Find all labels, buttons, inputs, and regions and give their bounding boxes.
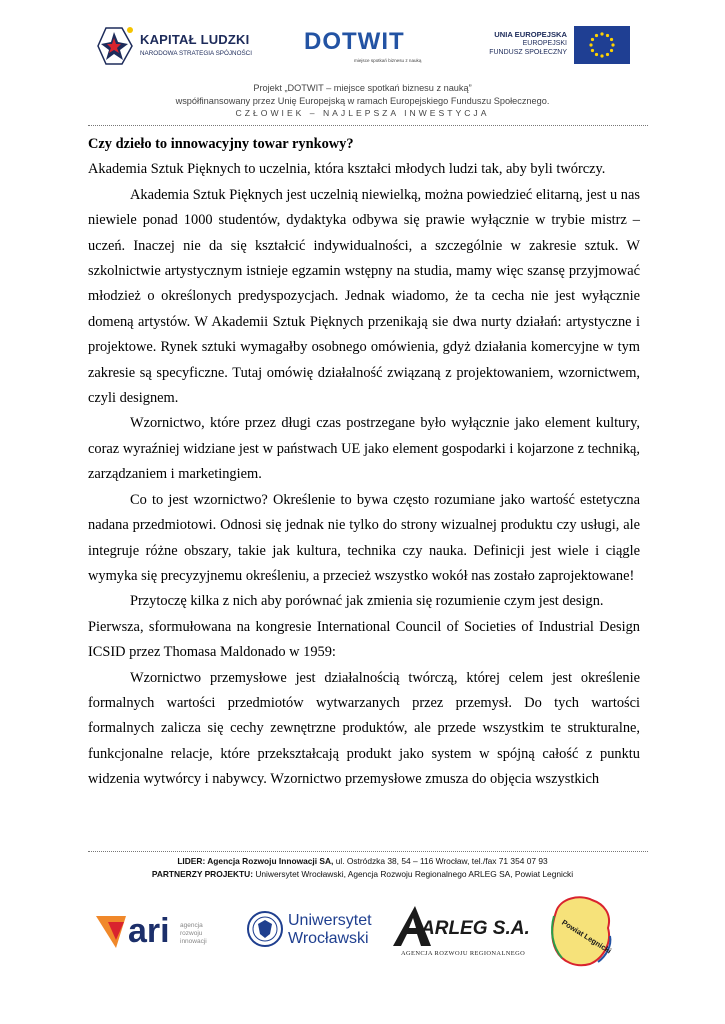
kapital-ludzki-subtitle: NARODOWA STRATEGIA SPÓJNOŚCI — [140, 50, 252, 57]
eu-star-icon — [606, 53, 609, 56]
eu-fund-line-1: EUROPEJSKI — [522, 40, 567, 47]
paragraph-7: Wzornictwo przemysłowe jest działalnością twórczą, której celem jest określenie formalnych wartości przedmiotów wytwarzanych przez przemysł. Do tych wartości formalnych zalicza się cechy zewnętrzne produktów, ale przede wszystkim te strukturalne, funkcjonalne relacje, które przekształcają produkt jako system w spójną całość z punktu widzenia wytwórcy i nabywcy. Wzornictwo przemysłowe zmusza do objęcia wszystkich — [88, 669, 640, 788]
university-seal-icon — [246, 910, 284, 948]
document-body — [88, 132, 640, 793]
eu-flag-icon — [574, 26, 630, 64]
eu-star-icon — [595, 34, 598, 37]
eu-title: UNIA EUROPEJSKA — [494, 30, 567, 39]
paragraph-1: Akademia Sztuk Pięknych to uczelnia, która kształci młodych ludzi tak, aby byli twórczy. — [88, 161, 606, 178]
arleg-logo — [393, 900, 533, 962]
footer-partners-line — [0, 868, 725, 881]
footer-leader-line — [0, 855, 725, 868]
document-heading: Czy dzieło to innowacyjny towar rynkowy? — [88, 136, 354, 152]
ari-logo — [96, 908, 226, 958]
dotwit-logo — [304, 28, 424, 72]
kapital-ludzki-logo — [96, 20, 256, 72]
paragraph-3: Wzornictwo, które przez długi czas postrzegane było wyłącznie jako element kultury, coraz wyraźniej widziane jest w państwach UE jako element gospodarki i kojarzone z techniką, zarządzaniem i marketingiem. — [88, 415, 640, 483]
eu-star-icon — [600, 32, 603, 35]
ari-wordmark: ari — [128, 912, 170, 950]
partner-logos — [0, 890, 725, 1010]
paragraph-4: Co to jest wzornictwo? Określenie to bywa często rozumiane jako wartość estetyczna nadana przedmiotowi. Odnosi się jednak nie tylko do strony wizualnej produktu czy usługi, ale integruje różne obszary, takie jak kultura, technika czy nauka. Definicji jest wiele i ciągle wymyka się precyzyjnemu określeniu, a przecież wszystko wokół nas zostało zaprojektowane! — [88, 491, 640, 584]
kapital-ludzki-star-icon — [96, 22, 138, 70]
eu-star-icon — [610, 49, 613, 52]
paragraph-5: Przytoczę kilka z nich aby porównać jak zmienia się rozumienie czym jest design. — [130, 593, 604, 610]
kapital-ludzki-title: KAPITAŁ LUDZKI — [140, 32, 250, 47]
arleg-wordmark: ARLEG S.A. — [421, 918, 530, 939]
eu-star-icon — [610, 38, 613, 41]
header-divider — [88, 125, 648, 126]
project-title: Projekt „DOTWIT – miejsce spotkań biznesu z nauką” — [253, 83, 472, 93]
footer-info — [0, 855, 725, 880]
project-motto: CZŁOWIEK – NAJLEPSZA INWESTYCJA — [235, 108, 490, 118]
project-funding: współfinansowany przez Unię Europejską w ramach Europejskiego Funduszu Społecznego. — [175, 95, 550, 106]
eu-star-icon — [595, 53, 598, 56]
eu-star-icon — [606, 34, 609, 37]
project-info — [0, 82, 725, 120]
powiat-legnicki-map-icon — [546, 892, 618, 972]
footer-divider — [88, 851, 648, 852]
eu-label — [457, 30, 567, 57]
paragraph-6: Pierwsza, sformułowana na kongresie International Council of Societies of Industrial Design ICSID przez Thomasa Maldonado w 1959: — [88, 618, 640, 661]
powiat-legnicki-logo — [546, 892, 618, 972]
footer-leader-address: ul. Ostródzka 38, 54 – 116 Wrocław, tel./fax 71 354 07 93 — [335, 856, 548, 866]
eu-star-icon — [591, 38, 594, 41]
eu-star-icon — [591, 49, 594, 52]
footer-partners-label: PARTNERZY PROJEKTU: — [151, 868, 253, 879]
dotwit-tagline: miejsce spotkań biznesu z nauką — [354, 58, 422, 63]
eu-fund-line-2: FUNDUSZ SPOŁECZNY — [489, 49, 567, 56]
eu-star-icon — [600, 54, 603, 57]
dotwit-wordmark: DOTWIT — [304, 28, 405, 55]
arleg-subtitle: AGENCJA ROZWOJU REGIONALNEGO — [401, 950, 526, 957]
eu-star-icon — [589, 43, 592, 46]
ari-subtitle: agencja rozwoju innowacji — [180, 922, 207, 945]
footer-partners-list: Uniwersytet Wrocławski, Agencja Rozwoju Regionalnego ARLEG SA, Powiat Legnicki — [255, 868, 574, 879]
footer-leader-label: LIDER: Agencja Rozwoju Innowacji SA, — [177, 856, 334, 866]
powiat-legnicki-label: Powiat Legnicki — [560, 917, 614, 956]
header-logos — [0, 0, 725, 80]
paragraph-2: Akademia Sztuk Pięknych jest uczelnią niewielką, można powiedzieć elitarną, jest u nas niewiele ponad 1000 studentów, dydaktyka odbywa się prawie wyłącznie w trybie mistrz – uczeń. Inaczej nie da się kształcić indywidualności, a szczególnie w zakresie sztuk. W szkolnictwie artystycznym istnieje egzamin wstępny na studia, mamy więc szansę przyjmować młodzież o określonych predyspozycjach. Jednak wiadomo, że ta cecha nie jest wyłącznie domeną artystów. W Akademii Sztuk Pięknych przenikają sie dwa nurty działań: artystyczne i projektowe. Rynek sztuki wymagałby osobnego omówienia, gdyż działania komercyjne w tym zakresie są specyficzne. Tutaj omówię działalność związaną z projektowaniem, wzornictwem, czyli designem. — [88, 186, 640, 407]
uniwersytet-wroclawski-logo — [246, 908, 376, 958]
eu-star-icon — [611, 43, 614, 46]
uniwersytet-wordmark: Uniwersytet Wrocławski — [288, 912, 372, 947]
